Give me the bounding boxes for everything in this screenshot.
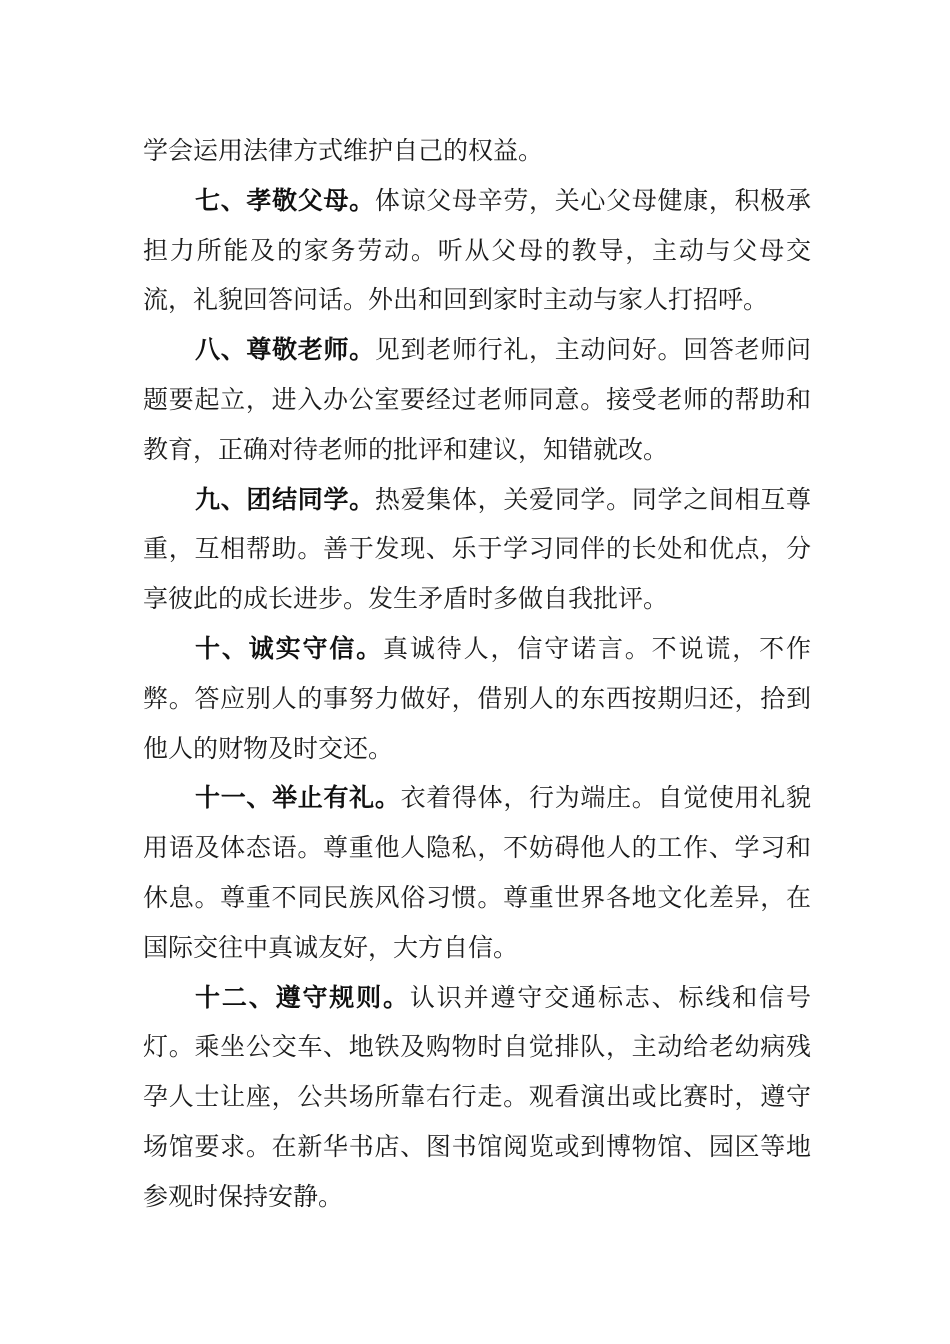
- paragraph-item-10: [143, 624, 811, 773]
- paragraph-heading: 十、诚实守信。: [195, 633, 384, 663]
- paragraph-text: 热爱集体，关爱同学。同学之间相互尊重，互相帮助。善于发现、乐于学习同伴的长处和优点，分享彼此的成长进步。发生矛盾时多做自我批评。: [143, 484, 811, 614]
- paragraph-text: 认识并遵守交通标志、标线和信号灯。乘坐公交车、地铁及购物时自觉排队，主动给老幼病残孕人士让座，公共场所靠右行走。观看演出或比赛时，遵守场馆要求。在新华书店、图书馆阅览或到博物馆、园区等地参观时保持安静。: [143, 982, 811, 1211]
- document-body: [143, 126, 811, 1222]
- paragraph-text: 见到老师行礼，主动问好。回答老师问题要起立，进入办公室要经过老师同意。接受老师的帮助和教育，正确对待老师的批评和建议，知错就改。: [143, 335, 811, 464]
- paragraph-text: 衣着得体，行为端庄。自觉使用礼貌用语及体态语。尊重他人隐私，不妨碍他人的工作、学习和休息。尊重不同民族风俗习惯。尊重世界各地文化差异，在国际交往中真诚友好，大方自信。: [143, 783, 811, 962]
- paragraph-heading: 十二、遵守规则。: [195, 982, 410, 1012]
- paragraph-item-8: [143, 325, 811, 474]
- paragraph-heading: 九、团结同学。: [195, 484, 375, 514]
- paragraph-heading: 七、孝敬父母。: [195, 185, 375, 215]
- paragraph-text: 学会运用法律方式维护自己的权益。: [143, 136, 544, 165]
- paragraph-item-11: [143, 773, 811, 972]
- paragraph-item-12: [143, 973, 811, 1222]
- paragraph-heading: 八、尊敬老师。: [195, 335, 375, 365]
- paragraph-text: 真诚待人，信守诺言。不说谎，不作弊。答应别人的事努力做好，借别人的东西按期归还，拾到他人的财物及时交还。: [143, 633, 811, 763]
- paragraph-item-9: [143, 475, 811, 624]
- paragraph-item-7: [143, 176, 811, 325]
- paragraph-text: 体谅父母辛劳，关心父母健康，积极承担力所能及的家务劳动。听从父母的教导，主动与父母交流，礼貌回答问话。外出和回到家时主动与家人打招呼。: [143, 185, 811, 315]
- paragraph-heading: 十一、举止有礼。: [195, 783, 401, 813]
- paragraph-continuation: [143, 126, 811, 176]
